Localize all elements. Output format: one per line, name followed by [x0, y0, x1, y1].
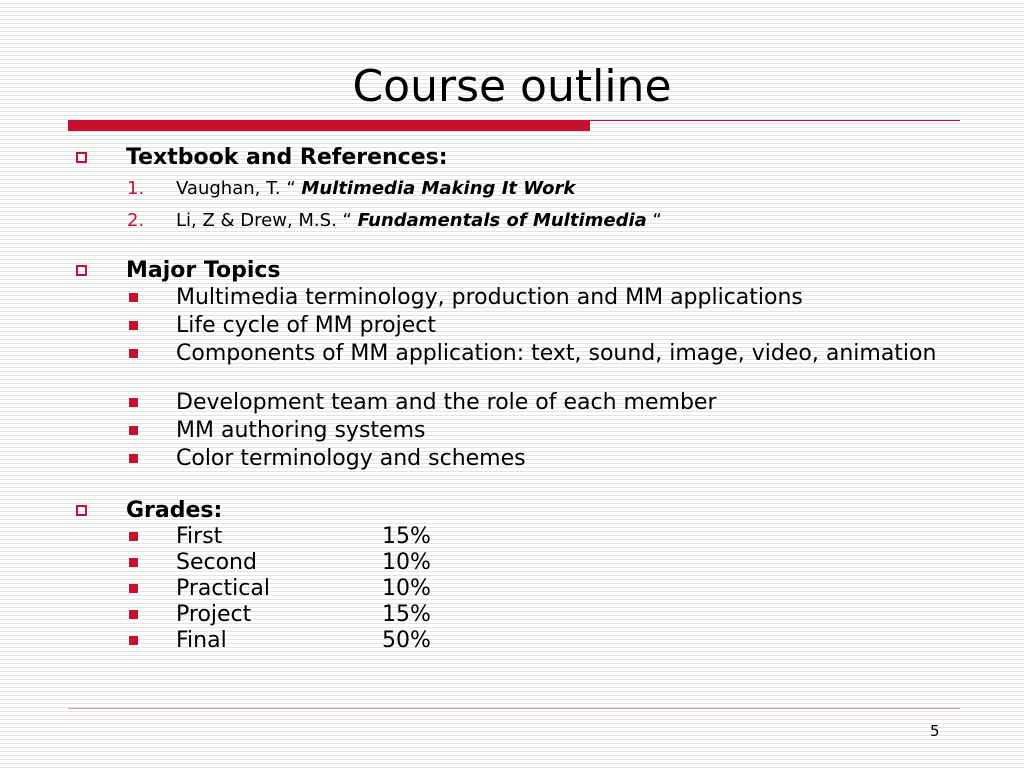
square-bullet-icon [129, 293, 138, 302]
grade-name: Project [176, 602, 252, 627]
reference-author: Li, Z & Drew, M.S. “ [176, 210, 358, 231]
topic-text: Components of MM application: text, sound, image, video, animation [176, 341, 937, 366]
topic-text: Development team and the role of each member [176, 390, 717, 415]
grade-name: Final [176, 628, 227, 653]
section-topics-label: Major Topics [126, 258, 281, 283]
footer-line [68, 708, 960, 709]
topic-text: Multimedia terminology, production and MM applications [176, 285, 803, 310]
hollow-square-bullet-icon [76, 505, 87, 516]
grade-name: First [176, 524, 223, 549]
hollow-square-bullet-icon [76, 152, 87, 163]
title-underline-line [590, 120, 960, 121]
square-bullet-icon [129, 636, 138, 645]
topic-text: Life cycle of MM project [176, 313, 437, 338]
section-textbooks-label: Textbook and References: [126, 145, 448, 170]
grade-percent: 15% [382, 524, 431, 549]
square-bullet-icon [129, 454, 138, 463]
page-number: 5 [930, 722, 940, 740]
square-bullet-icon [129, 398, 138, 407]
square-bullet-icon [129, 558, 138, 567]
square-bullet-icon [129, 584, 138, 593]
grade-name: Practical [176, 576, 270, 601]
reference-number: 2. [127, 210, 145, 231]
grade-percent: 10% [382, 576, 431, 601]
reference-number: 1. [127, 178, 145, 199]
square-bullet-icon [129, 321, 138, 330]
grade-percent: 15% [382, 602, 431, 627]
grade-percent: 10% [382, 550, 431, 575]
square-bullet-icon [129, 610, 138, 619]
section-grades-label: Grades: [126, 498, 223, 523]
reference-text [176, 178, 575, 200]
reference-text [176, 210, 662, 232]
square-bullet-icon [129, 426, 138, 435]
grade-name: Second [176, 550, 257, 575]
slide-title: Course outline [352, 61, 672, 112]
topic-text: MM authoring systems [176, 418, 426, 443]
reference-author: Vaughan, T. “ [176, 178, 302, 199]
square-bullet-icon [129, 532, 138, 541]
title-underline-bar [68, 120, 590, 131]
grade-percent: 50% [382, 628, 431, 653]
reference-suffix: “ [646, 210, 662, 231]
topic-text: Color terminology and schemes [176, 446, 526, 471]
reference-title: Multimedia Making It Work [301, 178, 576, 199]
square-bullet-icon [129, 349, 138, 358]
hollow-square-bullet-icon [76, 265, 87, 276]
reference-title: Fundamentals of Multimedia [357, 210, 647, 231]
